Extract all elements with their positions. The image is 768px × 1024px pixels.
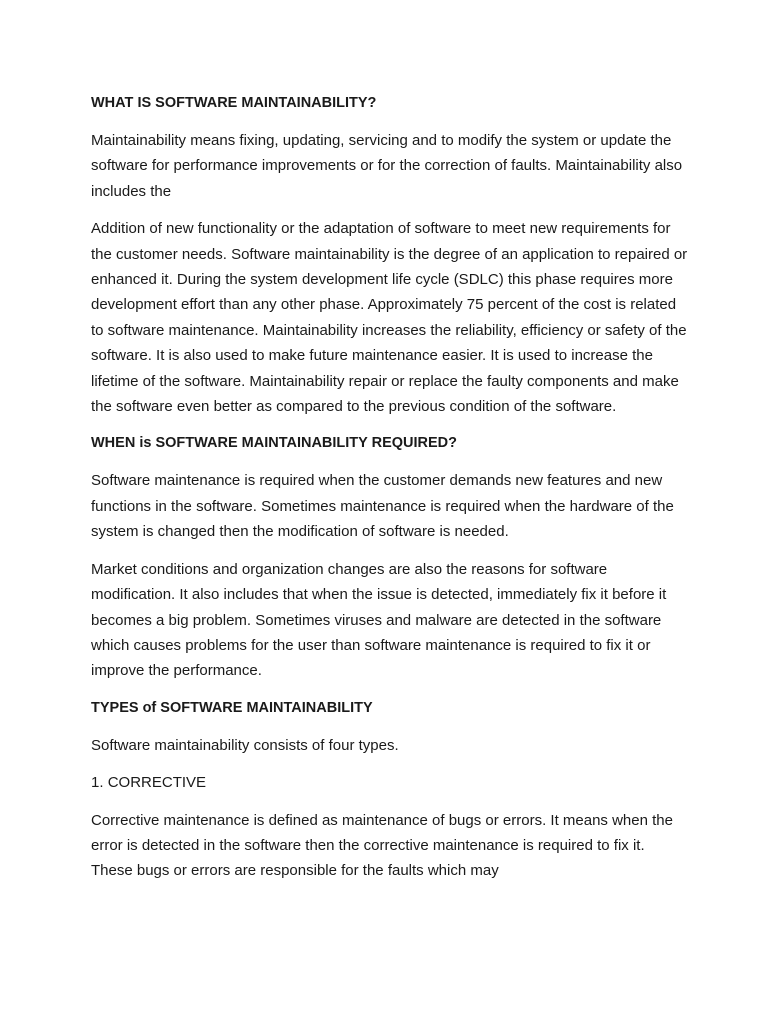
list-item-number: 1. <box>91 774 104 792</box>
paragraph-corrective-definition: Corrective maintenance is defined as maintenance of bugs or errors. It means when the error is detected in the software then the corrective maintenance is required to fix it. These bugs or errors are responsible for the faults which may <box>91 811 673 880</box>
paragraph-market-conditions: Market conditions and organization changes are also the reasons for software modification. It also includes that when the issue is detected, immediately fix it before it becomes a big problem. Sometimes viruses and malware are detected in the software which causes problems for the user than software maintenance is required to fix it or improve the performance. <box>91 560 667 680</box>
paragraph-customer-demands: Software maintenance is required when the customer demands new features and new functions in the software. Sometimes maintenance is required when the hardware of the system is changed then the modification of software is needed. <box>91 472 674 541</box>
section-heading-when-required: WHEN is SOFTWARE MAINTAINABILITY REQUIRED? <box>91 435 457 452</box>
list-item-title: CORRECTIVE <box>107 774 207 792</box>
section-heading-types: TYPES of SOFTWARE MAINTAINABILITY <box>91 699 373 716</box>
paragraph-definition: Maintainability means fixing, updating, servicing and to modify the system or update the software for performance improvements or for the correction of faults. Maintainability also includes the <box>91 132 683 200</box>
paragraph-types-intro: Software maintainability consists of four types. <box>91 736 399 754</box>
list-item-corrective <box>91 770 688 795</box>
paragraph-addition: Addition of new functionality or the adaptation of software to meet new requirements for the customer needs. Software maintainability is the degree of an application to repaired or enhanced it. During the system development life cycle (SDLC) this phase requires more development effort than any other phase. Approximately 75 percent of the cost is related to software maintenance. Maintainability increases the reliability, efficiency or safety of the software. It is also used to make future maintenance easier. It is used to increase the lifetime of the software. Maintainability repair or replace the faulty components and make the software even better as compared to the previous condition of the software. <box>91 220 688 416</box>
section-heading-what-is: WHAT IS SOFTWARE MAINTAINABILITY? <box>91 95 377 111</box>
